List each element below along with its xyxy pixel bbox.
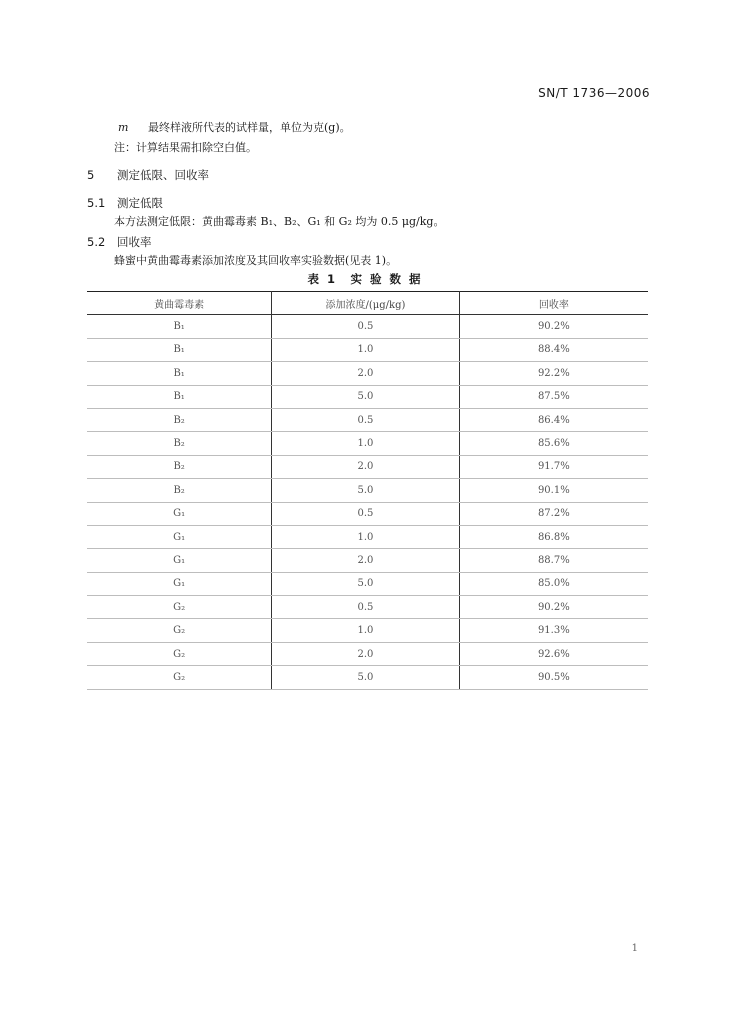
table-row [87, 666, 648, 689]
cell-toxin: B₁ [87, 362, 272, 385]
cell-concentration: 2.0 [272, 642, 459, 665]
recovery-data-table [87, 291, 648, 690]
cell-recovery: 90.2% [459, 315, 648, 338]
cell-toxin: B₁ [87, 338, 272, 361]
cell-toxin: G₂ [87, 619, 272, 642]
cell-recovery: 90.1% [459, 479, 648, 502]
cell-toxin: B₂ [87, 455, 272, 478]
cell-recovery: 88.7% [459, 549, 648, 572]
cell-concentration: 5.0 [272, 666, 459, 689]
table-row [87, 572, 648, 595]
table-row [87, 408, 648, 431]
section-5-1-title: 测定低限 [117, 196, 163, 210]
cell-recovery: 91.3% [459, 619, 648, 642]
section-5-2-body: 蜂蜜中黄曲霉毒素添加浓度及其回收率实验数据(见表 1)。 [114, 254, 398, 267]
cell-concentration: 1.0 [272, 619, 459, 642]
table-body [87, 315, 648, 689]
cell-recovery: 88.4% [459, 338, 648, 361]
cell-concentration: 0.5 [272, 408, 459, 431]
cell-recovery: 85.6% [459, 432, 648, 455]
cell-concentration: 1.0 [272, 525, 459, 548]
cell-concentration: 1.0 [272, 432, 459, 455]
table-row [87, 362, 648, 385]
section-5-number: 5 [87, 168, 95, 182]
page-number: 1 [631, 943, 638, 954]
cell-recovery: 92.6% [459, 642, 648, 665]
section-5-1-body: 本方法测定低限：黄曲霉毒素 B₁、B₂、G₁ 和 G₂ 均为 0.5 μg/kg。 [114, 215, 445, 228]
cell-concentration: 1.0 [272, 338, 459, 361]
cell-toxin: G₂ [87, 642, 272, 665]
cell-toxin: B₁ [87, 315, 272, 338]
table-row [87, 385, 648, 408]
cell-toxin: G₂ [87, 596, 272, 619]
definition-symbol: m [118, 121, 129, 134]
section-5-title: 测定低限、回收率 [117, 168, 209, 182]
cell-concentration: 0.5 [272, 596, 459, 619]
definition-text: 最终样液所代表的试样量，单位为克(g)。 [148, 121, 351, 134]
cell-toxin: B₂ [87, 479, 272, 502]
table-caption: 表 1 实 验 数 据 [307, 272, 423, 286]
cell-toxin: B₁ [87, 385, 272, 408]
section-5-heading [87, 167, 209, 183]
table-row [87, 619, 648, 642]
cell-concentration: 0.5 [272, 315, 459, 338]
cell-recovery: 86.4% [459, 408, 648, 431]
table-row [87, 432, 648, 455]
cell-recovery: 92.2% [459, 362, 648, 385]
cell-recovery: 87.2% [459, 502, 648, 525]
calculation-note: 注：计算结果需扣除空白值。 [114, 141, 257, 154]
section-5-2-number: 5.2 [87, 235, 106, 249]
section-5-1-heading [87, 195, 163, 211]
document-code: SN/T 1736—2006 [538, 86, 650, 100]
cell-concentration: 2.0 [272, 455, 459, 478]
cell-recovery: 91.7% [459, 455, 648, 478]
cell-toxin: G₁ [87, 502, 272, 525]
cell-concentration: 5.0 [272, 572, 459, 595]
cell-recovery: 90.2% [459, 596, 648, 619]
cell-concentration: 5.0 [272, 479, 459, 502]
cell-concentration: 0.5 [272, 502, 459, 525]
section-5-2-heading [87, 234, 152, 250]
table-row [87, 315, 648, 338]
cell-concentration: 2.0 [272, 549, 459, 572]
section-5-1-number: 5.1 [87, 196, 106, 210]
table-row [87, 455, 648, 478]
table-row [87, 596, 648, 619]
cell-toxin: G₁ [87, 549, 272, 572]
header-concentration: 添加浓度/(μg/kg) [272, 292, 459, 315]
table-row [87, 502, 648, 525]
cell-recovery: 86.8% [459, 525, 648, 548]
cell-recovery: 90.5% [459, 666, 648, 689]
header-toxin: 黄曲霉毒素 [87, 292, 272, 315]
cell-toxin: B₂ [87, 408, 272, 431]
cell-concentration: 2.0 [272, 362, 459, 385]
definition-line [118, 119, 351, 135]
cell-recovery: 85.0% [459, 572, 648, 595]
table-header-row [87, 292, 648, 315]
cell-toxin: G₁ [87, 525, 272, 548]
table-row [87, 642, 648, 665]
cell-toxin: B₂ [87, 432, 272, 455]
cell-concentration: 5.0 [272, 385, 459, 408]
cell-toxin: G₁ [87, 572, 272, 595]
table-row [87, 479, 648, 502]
cell-toxin: G₂ [87, 666, 272, 689]
header-recovery: 回收率 [459, 292, 648, 315]
section-5-2-title: 回收率 [117, 235, 152, 249]
cell-recovery: 87.5% [459, 385, 648, 408]
table-row [87, 338, 648, 361]
table-row [87, 549, 648, 572]
table-row [87, 525, 648, 548]
